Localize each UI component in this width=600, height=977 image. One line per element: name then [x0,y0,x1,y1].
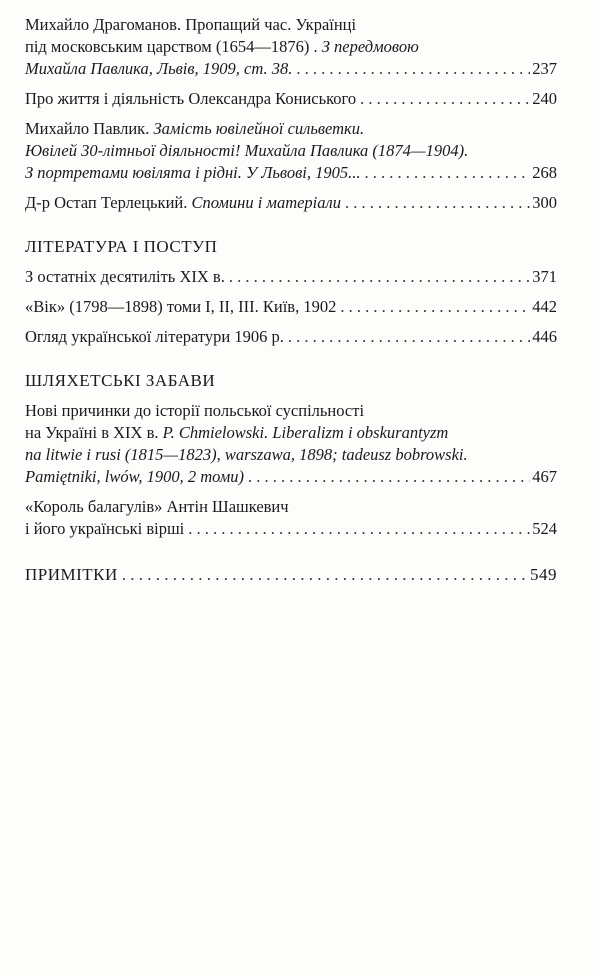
dot-leader [340,296,530,318]
entry-text-italic: Ювілей 30-літньої діяльності! Михайла Павлика (1874—1904). [25,141,469,160]
entry-text: «Король балагулів» Антін Шашкевич [25,497,289,516]
dot-leader [296,58,530,80]
entry-text: Огляд української літератури 1906 р. [25,327,284,346]
dot-leader [248,466,530,488]
page-number: 467 [532,467,557,486]
entry-text-italic: З портретами ювілята і рідні. У Львові, 1905... [25,163,361,182]
entry-last-line [25,518,557,540]
page-number: 442 [532,297,557,316]
entry-last-line [25,162,557,184]
page-number: 549 [530,565,557,584]
page-number: 446 [532,327,557,346]
table-of-contents [25,14,557,594]
entry-text: і його українські вірші [25,519,185,538]
page-number: 237 [532,59,557,78]
section-title: ПРИМІТКИ [25,565,118,584]
page-number: 268 [532,163,557,182]
toc-entry [25,496,557,540]
entry-last-line [25,266,557,288]
entry-text: «Вік» (1798—1898) томи I, II, III. Київ, 1902 [25,297,337,316]
section-title: ЛІТЕРАТУРА І ПОСТУП [25,237,218,256]
entry-text: Нові причинки до історії польської суспільності [25,401,365,420]
entry-last-line [25,326,557,348]
entry-line [25,14,557,36]
dot-leader [365,162,531,184]
toc-entry [25,88,557,110]
dot-leader [345,192,530,214]
entry-last-line [25,58,557,80]
entry-text: на Україні в XIX в. [25,423,163,442]
dot-leader [122,564,528,586]
entry-line [25,36,557,58]
entry-text: Михайло Драгоманов. Пропащий час. Українці [25,15,357,34]
entry-line [25,422,557,444]
entry-line [25,444,557,466]
entry-last-line [25,296,557,318]
toc-entry-notes [25,564,557,586]
toc-entry [25,400,557,488]
toc-entry [25,14,557,80]
entry-line [25,400,557,422]
entry-text-italic: Спомини і матеріали [191,193,341,212]
page-number: 240 [532,89,557,108]
dot-leader [229,266,530,288]
entry-line [25,140,557,162]
entry-text-mixed [25,192,341,214]
dot-leader [360,88,530,110]
entry-last-line [25,466,557,488]
entry-last-line [25,192,557,214]
entry-text: Михайло Павлик. [25,119,154,138]
entry-text-italic: P. Chmielowski. Liberalizm i obskurantyzm [162,423,449,442]
entry-text: під московським царством (1654—1876) . [25,37,322,56]
toc-entry [25,296,557,318]
section-title: ШЛЯХЕТСЬКІ ЗАБАВИ [25,371,216,390]
entry-text-italic: Михайла Павлика, Львів, 1909, ст. 38. [25,59,293,78]
entry-last-line [25,88,557,110]
entry-text-italic: na litwie i rusi (1815—1823), warszawa, 1898; tadeusz bobrowski. [25,445,468,464]
page-number: 371 [532,267,557,286]
page-number: 524 [532,519,557,538]
entry-text-italic: Замість ювілейної сильветки. [153,119,365,138]
dot-leader [188,518,530,540]
entry-text-italic: З передмовою [321,37,419,56]
entry-text: Д-р Остап Терлецький. [25,193,192,212]
toc-entry [25,326,557,348]
dot-leader [288,326,530,348]
toc-entry [25,266,557,288]
entry-line [25,118,557,140]
entry-text-italic: Pamiętniki, lwów, 1900, 2 томи) [25,467,245,486]
entry-text: З остатніх десятиліть XIX в. [25,267,225,286]
toc-entry [25,118,557,184]
page-number: 300 [532,193,557,212]
toc-entry [25,192,557,214]
entry-line [25,496,557,518]
entry-text: Про життя і діяльність Олександра Кониського [25,89,357,108]
entry-last-line [25,564,557,586]
